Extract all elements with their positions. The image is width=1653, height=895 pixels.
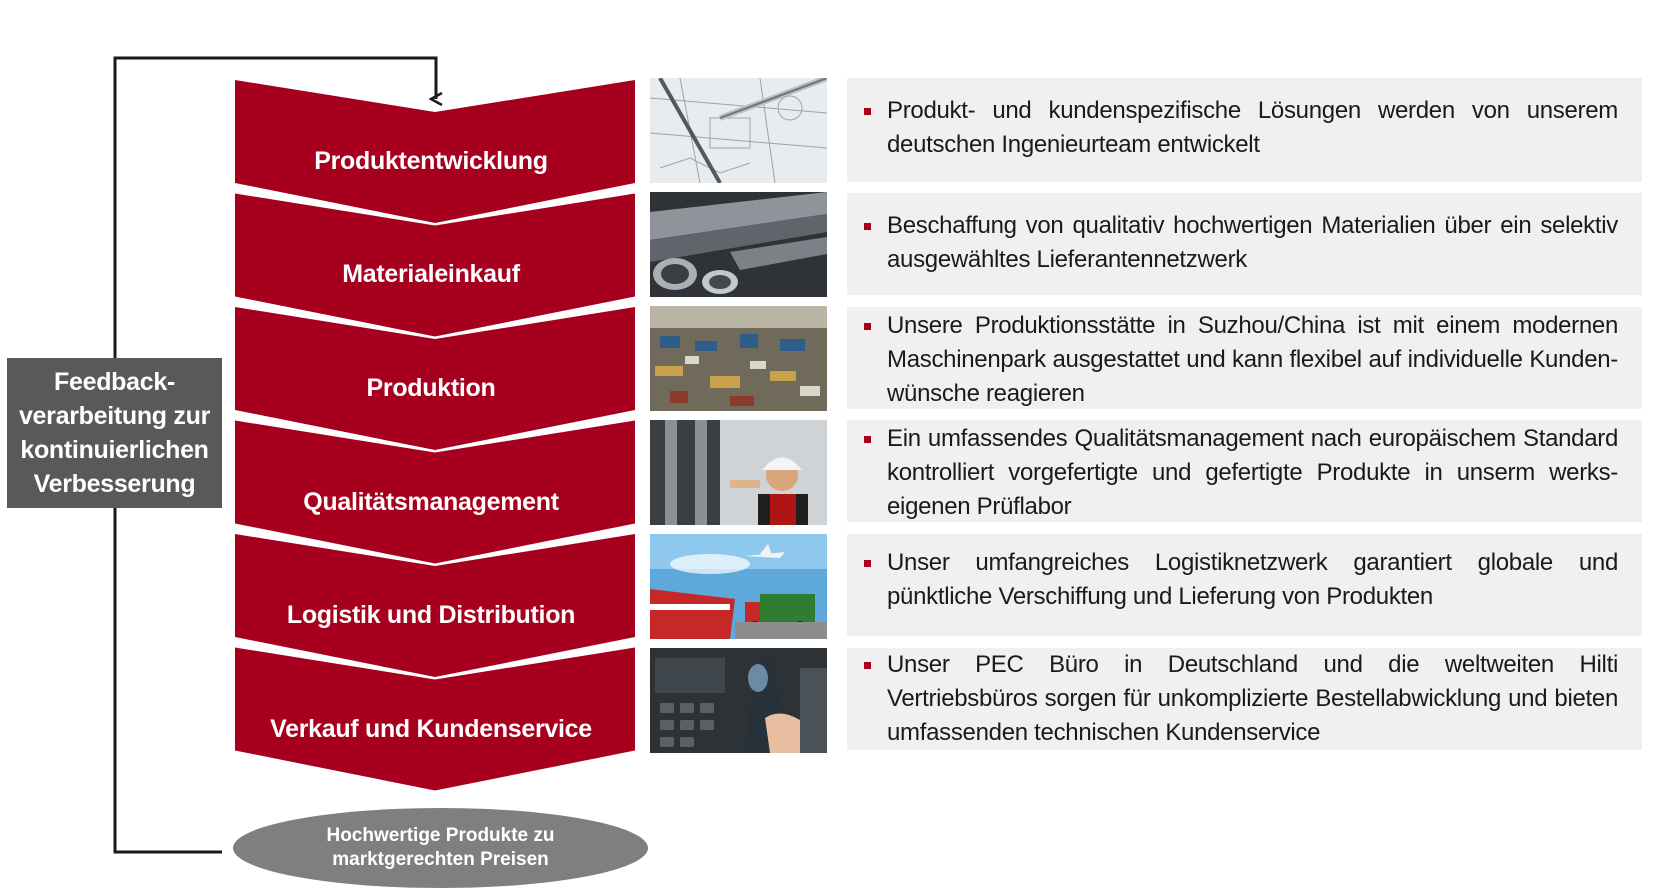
result-oval [233,808,648,888]
bullet-marker [864,323,871,330]
factory-hall-image [650,306,827,411]
description-text: Produkt- und kundenspezifische Lösungen werden von unserem deutschen Ingenieurteam entwickelt [887,97,1618,158]
description-text: Unser PEC Büro in Deutschland und die weltweiten Hilti Vertriebsbüros sorgen für unkomplizierte Bestellabwicklung und bieten umfassenden technischen Kundenservice [887,651,1618,746]
result-label: Hochwertige Produkte zu marktgerechten Preisen [326,825,555,870]
bullet-marker [864,560,871,567]
customer-service-image [650,648,827,753]
step-label-materialeinkauf: Materialeinkauf [342,260,520,288]
step-description-produktentwicklung [847,78,1642,182]
step-description-produktion [847,307,1642,409]
description-text: Unser umfangreiches Logistiknetzwerk garantiert globale und pünktliche Verschiffung und Lieferung von Produkten [887,549,1618,610]
technical-drawing-image [650,78,827,183]
step-label-logistik: Logistik und Distribution [286,601,576,629]
quality-lab-image [650,420,827,525]
logistics-image [650,534,827,639]
step-label-produktentwicklung: Produktentwicklung [314,147,548,175]
step-description-verkauf [847,648,1642,750]
steel-materials-image [650,192,827,297]
step-label-verkauf: Verkauf und Kundenservice [270,715,592,743]
description-text: Ein umfassendes Qualitätsmanagement nach europäischem Standard kontrolliert vorgefertigte und gefertigte Produkte in unserm werks-eigenen Prüflabor [887,425,1618,520]
bullet-marker [864,223,871,230]
feedback-box [7,358,222,508]
bullet-marker [864,108,871,115]
bullet-marker [864,662,871,669]
step-description-logistik [847,534,1642,636]
step-label-qualitaetsmanagement: Qualitätsmanagement [303,488,559,516]
description-text: Beschaffung von qualitativ hochwertigen Materialien über ein selektiv ausgewähltes Lieferantennetzwerk [887,212,1618,273]
feedback-label: Feedback-verarbeitung zur kontinuierlichen Verbesserung [18,368,211,498]
step-label-produktion: Produktion [366,374,496,402]
step-description-qualitaetsmanagement [847,420,1642,522]
step-description-materialeinkauf [847,193,1642,295]
bullet-marker [864,436,871,443]
description-text: Unsere Produktionsstätte in Suzhou/China ist mit einem modernen Maschinenpark ausgestattet und kann flexibel auf individuelle Kunden-wünsche reagieren [887,312,1618,407]
